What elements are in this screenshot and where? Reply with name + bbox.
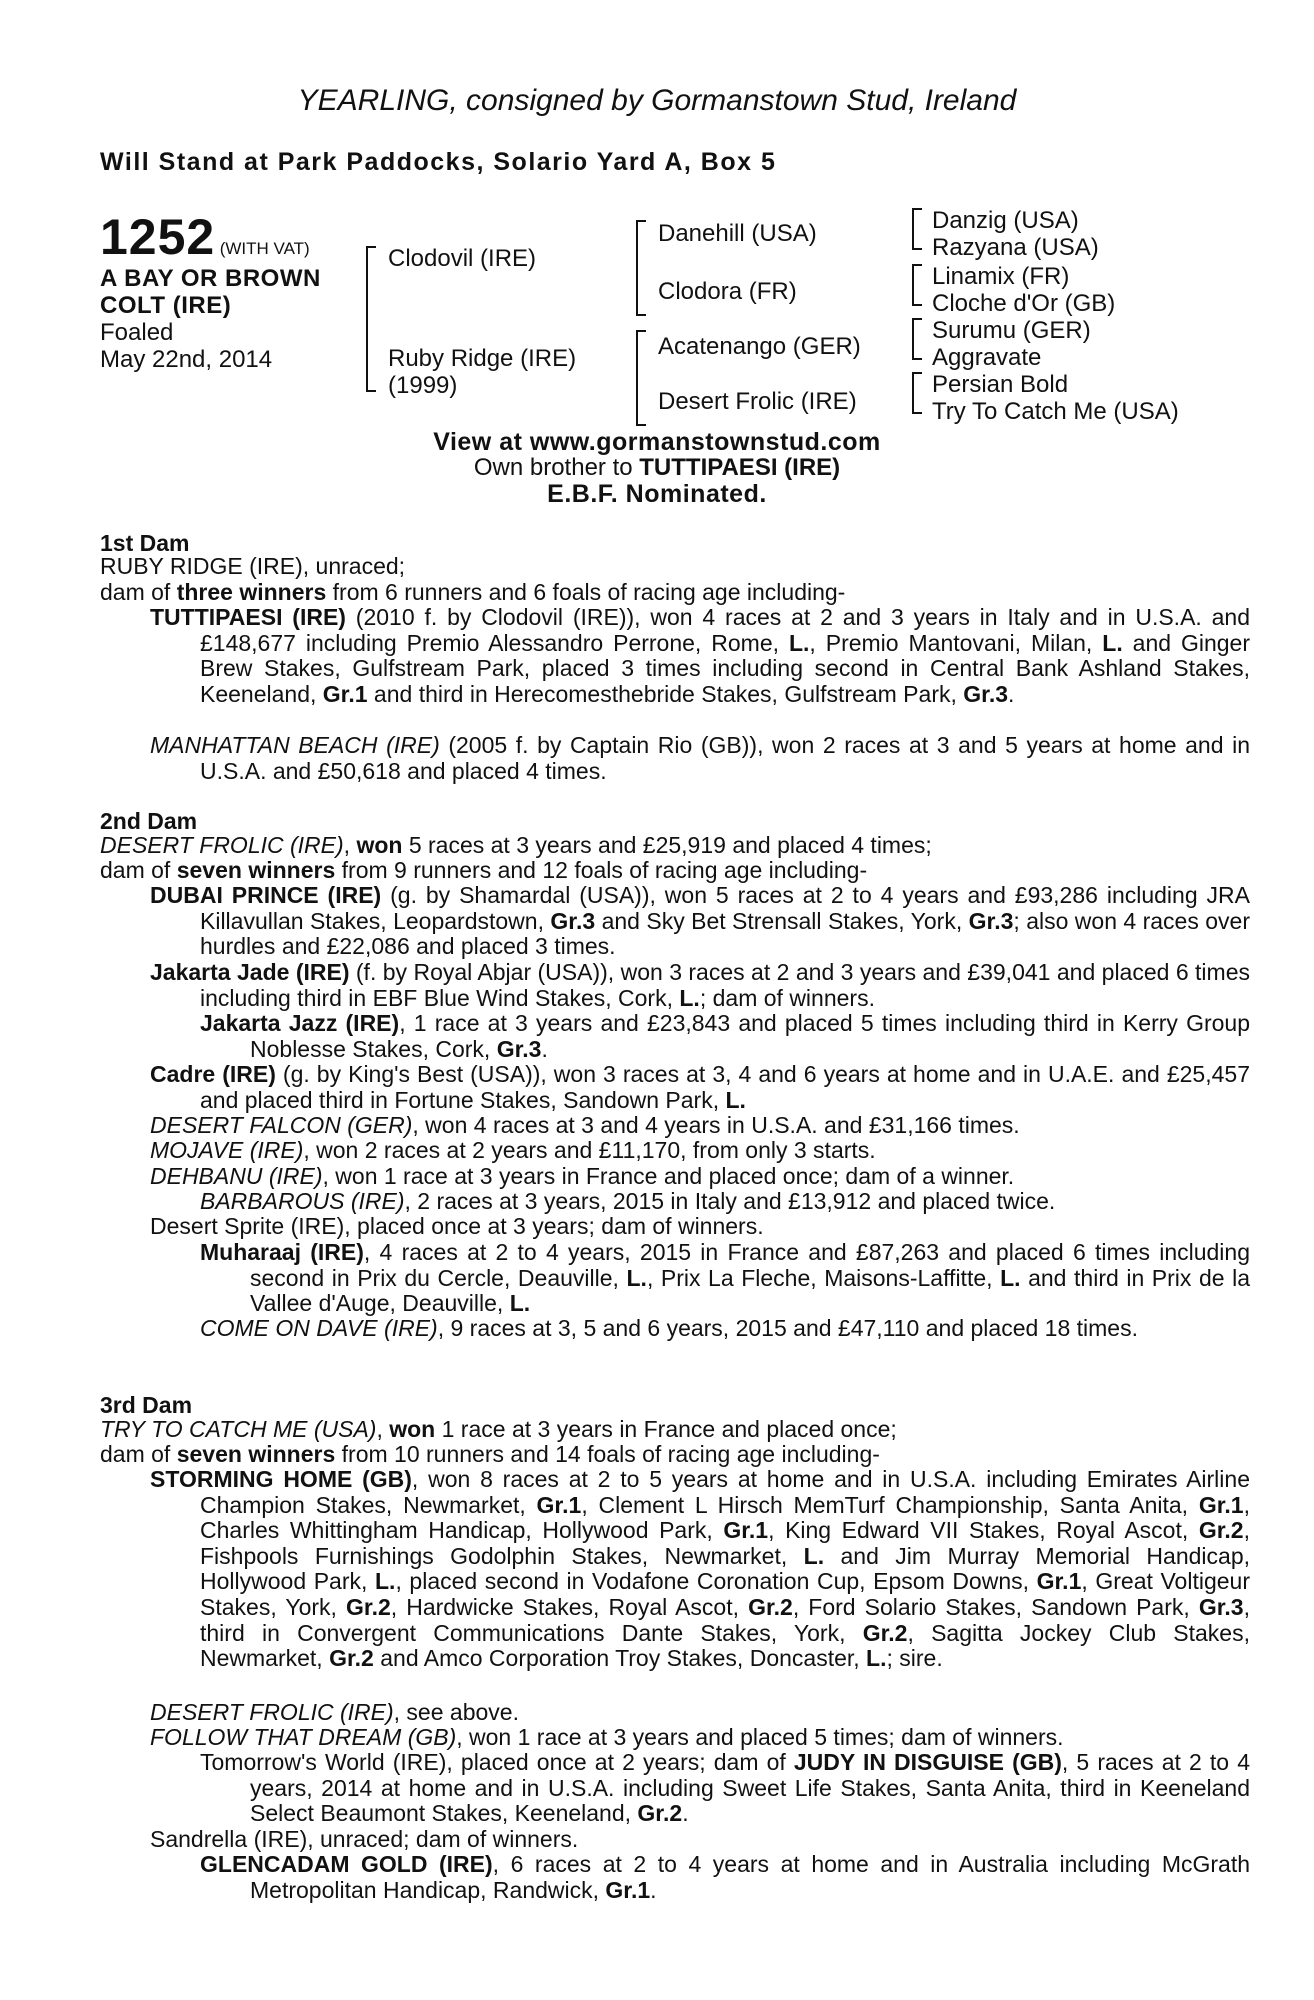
own-brother-note xyxy=(0,454,1314,481)
lot-number-line xyxy=(100,208,310,266)
pedigree-sds: Linamix (FR) xyxy=(932,263,1070,290)
colt-description-1: A BAY OR BROWN xyxy=(100,265,321,292)
pedigree-brace-sd xyxy=(912,264,922,306)
progeny-dubai-prince: DUBAI PRINCE (IRE) (g. by Shamardal (USA)), won 5 races at 2 to 4 years and £93,286 including JRA Killavullan Stakes, Leopardstown, Gr.3 and Sky Bet Strensall Stakes, York, Gr.3; also won 4 races over hurdles and £22,086 and placed 3 times. xyxy=(150,882,1251,960)
progeny-desert-frolic: DESERT FROLIC (IRE), see above. xyxy=(150,1699,519,1725)
pedigree-dsd: Aggravate xyxy=(932,344,1042,371)
progeny-desert-sprite: Desert Sprite (IRE), placed once at 3 years; dam of winners. xyxy=(150,1213,764,1239)
pedigree-brace-dd xyxy=(912,372,922,414)
pedigree-sire-sire: Danehill (USA) xyxy=(658,220,817,247)
progeny-dehbanu: DEHBANU (IRE), won 1 race at 3 years in France and placed once; dam of a winner. xyxy=(150,1163,1015,1189)
third-dam-heading: 3rd Dam xyxy=(100,1392,193,1418)
pedigree-brace-dam xyxy=(636,330,646,426)
progeny-desert-falcon: DESERT FALCON (GER), won 4 races at 3 and 4 years in U.S.A. and £31,166 times. xyxy=(150,1112,1020,1138)
lot-number: 1252 xyxy=(100,209,216,265)
own-brother-name: TUTTIPAESI (IRE) xyxy=(639,454,841,481)
pedigree-brace-main xyxy=(366,246,376,392)
progeny-glencadam-gold: GLENCADAM GOLD (IRE), 6 races at 2 to 4 years at home and in Australia including McGrath Metropolitan Handicap, Randwick, Gr.1. xyxy=(200,1851,1250,1903)
second-dam-line1: DESERT FROLIC (IRE), won 5 races at 3 years and £25,919 and placed 4 times; xyxy=(100,832,932,858)
second-dam-heading: 2nd Dam xyxy=(100,808,198,834)
progeny-come-on-dave: COME ON DAVE (IRE), 9 races at 3, 5 and 6 years, 2015 and £47,110 and placed 18 times. xyxy=(200,1315,1138,1341)
progeny-follow-that-dream: FOLLOW THAT DREAM (GB), won 1 race at 3 years and placed 5 times; dam of winners. xyxy=(150,1724,1064,1750)
pedigree-dds: Persian Bold xyxy=(932,371,1069,398)
foaled-label: Foaled xyxy=(100,319,174,346)
website-link[interactable]: View at www.gormanstownstud.com xyxy=(433,428,881,456)
pedigree-brace-ds xyxy=(912,318,922,360)
progeny-jakarta-jade: Jakarta Jade (IRE) (f. by Royal Abjar (USA)), won 3 races at 2 and 3 years and £39,041 and placed 6 times including third in EBF Blue Wind Stakes, Cork, L.; dam of winners. xyxy=(150,959,1250,1011)
own-brother-prefix: Own brother to xyxy=(473,454,640,481)
pedigree-ssd: Razyana (USA) xyxy=(932,234,1099,261)
colt-description-2: COLT (IRE) xyxy=(100,292,232,319)
third-dam-line2: dam of seven winners from 10 runners and 14 foals of racing age including- xyxy=(100,1441,880,1467)
pedigree-dam-dam: Desert Frolic (IRE) xyxy=(658,388,857,415)
foaled-date: May 22nd, 2014 xyxy=(100,346,273,373)
stand-location: Will Stand at Park Paddocks, Solario Yard A, Box 5 xyxy=(100,148,777,176)
progeny-tuttipaesi: TUTTIPAESI (IRE) (2010 f. by Clodovil (IRE)), won 4 races at 2 and 3 years in Italy and in U.S.A. and £148,677 including Premio Alessandro Perrone, Rome, L., Premio Mantovani, Milan, L. and Ginger Brew Stakes, Gulfstream Park, placed 3 times including second in Central Bank Ashland Stakes, Keeneland, Gr.1 and third in Herecomesthebride Stakes, Gulfstream Park, Gr.3. xyxy=(150,604,1251,707)
third-dam-line1: TRY TO CATCH ME (USA), won 1 race at 3 years in France and placed once; xyxy=(100,1416,897,1442)
pedigree-brace-sire xyxy=(636,220,646,316)
pedigree-dam-year: (1999) xyxy=(388,372,458,399)
progeny-manhattan-beach: MANHATTAN BEACH (IRE) (2005 f. by Captain Rio (GB)), won 2 races at 3 and 5 years at home and in U.S.A. and £50,618 and placed 4 times. xyxy=(150,732,1250,784)
pedigree-sdd: Cloche d'Or (GB) xyxy=(932,290,1116,317)
first-dam-line2: dam of three winners from 6 runners and 6 foals of racing age including- xyxy=(100,579,846,605)
pedigree-sire: Clodovil (IRE) xyxy=(388,245,537,272)
pedigree-sire-dam: Clodora (FR) xyxy=(658,278,797,305)
second-dam-line2: dam of seven winners from 9 runners and 12 foals of racing age including- xyxy=(100,857,868,883)
progeny-sandrella: Sandrella (IRE), unraced; dam of winners. xyxy=(150,1826,579,1852)
pedigree-brace-ss xyxy=(912,208,922,250)
progeny-barbarous: BARBAROUS (IRE), 2 races at 3 years, 2015 in Italy and £13,912 and placed twice. xyxy=(200,1188,1056,1214)
pedigree-dss: Surumu (GER) xyxy=(932,317,1091,344)
progeny-mojave: MOJAVE (IRE), won 2 races at 2 years and £11,170, from only 3 starts. xyxy=(150,1137,876,1163)
progeny-jakarta-jazz: Jakarta Jazz (IRE), 1 race at 3 years and £23,843 and placed 5 times including third in Kerry Group Noblesse Stakes, Cork, Gr.3. xyxy=(200,1010,1251,1062)
progeny-cadre: Cadre (IRE) (g. by King's Best (USA)), won 3 races at 3, 4 and 6 years at home and in U.A.E. and £25,457 and placed third in Fortune Stakes, Sandown Park, L. xyxy=(150,1061,1250,1113)
progeny-storming-home: STORMING HOME (GB), won 8 races at 2 to 5 years at home and in U.S.A. including Emirates Airline Champion Stakes, Newmarket, Gr.1, Clement L Hirsch MemTurf Championship, Santa Anita, Gr.1, Charles Whittingham Handicap, Hollywood Park, Gr.1, King Edward VII Stakes, Royal Ascot, Gr.2, Fishpools Furnishings Godolphin Stakes, Newmarket, L. and Jim Murray Memorial Handicap, Hollywood Park, L., placed second in Vodafone Coronation Cup, Epsom Downs, Gr.1, Great Voltigeur Stakes, York, Gr.2, Hardwicke Stakes, Royal Ascot, Gr.2, Ford Solario Stakes, Sandown Park, Gr.3, third in Convergent Communications Dante Stakes, York, Gr.2, Sagitta Jockey Club Stakes, Newmarket, Gr.2 and Amco Corporation Troy Stakes, Doncaster, L.; sire. xyxy=(150,1466,1250,1672)
vat-note: (WITH VAT) xyxy=(219,239,310,258)
pedigree-dam-sire: Acatenango (GER) xyxy=(658,333,861,360)
pedigree-sss: Danzig (USA) xyxy=(932,207,1079,234)
first-dam-heading: 1st Dam xyxy=(100,530,190,556)
pedigree-dam: Ruby Ridge (IRE) xyxy=(388,345,577,372)
pedigree-ddd: Try To Catch Me (USA) xyxy=(932,398,1179,425)
ebf-nominated: E.B.F. Nominated. xyxy=(547,480,767,508)
progeny-tomorrows-world: Tomorrow's World (IRE), placed once at 2 years; dam of JUDY IN DISGUISE (GB), 5 races at 2 to 4 years, 2014 at home and in U.S.A. including Sweet Life Stakes, Santa Anita, third in Keeneland Select Beaumont Stakes, Keeneland, Gr.2. xyxy=(200,1749,1250,1827)
page-heading: YEARLING, consigned by Gormanstown Stud, Ireland xyxy=(297,84,1017,117)
progeny-muharaaj: Muharaaj (IRE), 4 races at 2 to 4 years, 2015 in France and £87,263 and placed 6 times including second in Prix du Cercle, Deauville, L., Prix La Fleche, Maisons-Laffitte, L. and third in Prix de la Vallee d'Auge, Deauville, L. xyxy=(200,1239,1251,1317)
first-dam-line1: RUBY RIDGE (IRE), unraced; xyxy=(100,553,406,579)
